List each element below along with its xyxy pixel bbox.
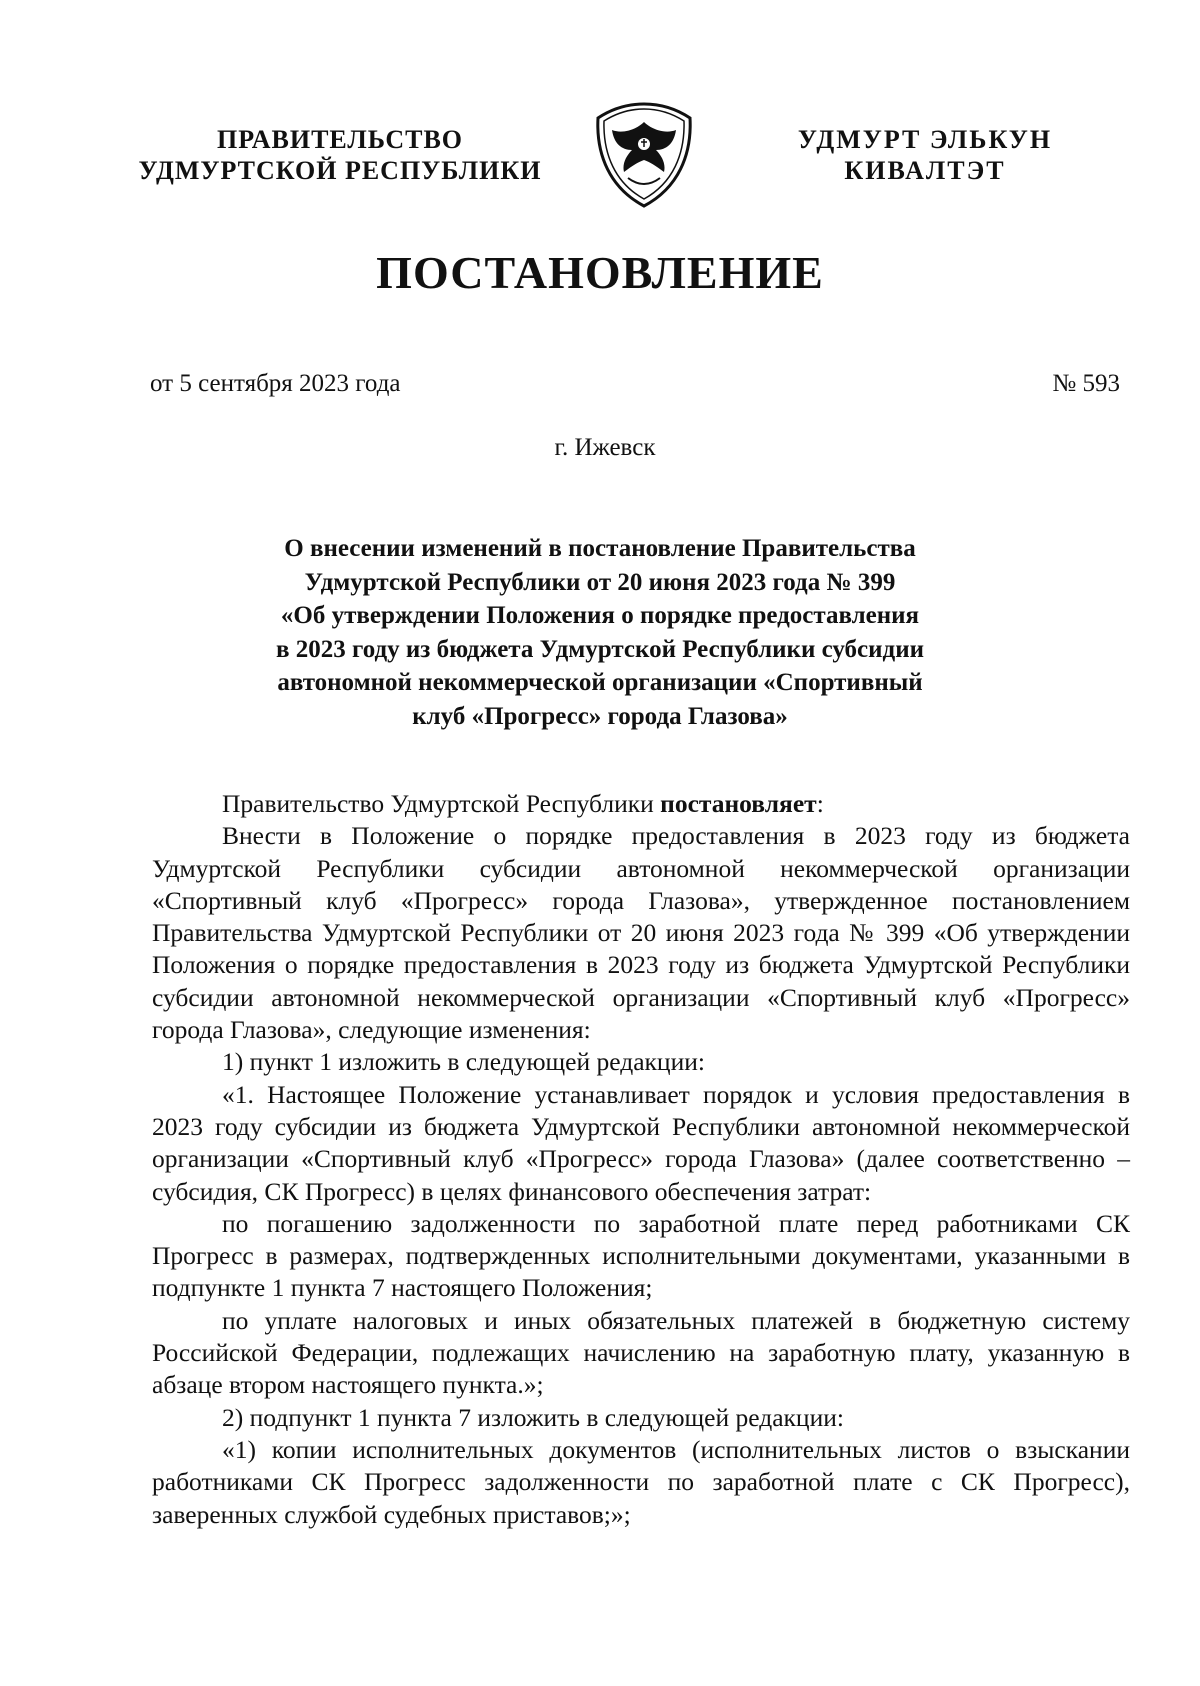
udmurt-coat-of-arms-icon <box>592 100 696 210</box>
body-paragraph: «1. Настоящее Положение устанавливает порядок и условия предоставления в 2023 году субсидии из бюджета Удмуртской Республики автономной некоммерческой организации «Спортивный клуб «Прогресс» города Глазова» (далее соответственно – субсидия, СК Прогресс) в целях финансового обеспечения затрат: <box>152 1079 1130 1206</box>
intro-text: Правительство Удмуртской Республики <box>222 789 661 818</box>
body-paragraph: 2) подпункт 1 пункта 7 изложить в следующей редакции: <box>222 1402 844 1432</box>
document-city: г. Ижевск <box>554 434 656 461</box>
subject-line: клуб «Прогресс» города Глазова» <box>412 702 788 730</box>
subject-line: автономной некоммерческой организации «Спортивный <box>277 669 923 696</box>
document-number: № 593 <box>1052 370 1120 397</box>
intro-verb: постановляет <box>660 789 817 818</box>
government-name-line: УДМУРТСКОЙ РЕСПУБЛИКИ <box>138 156 542 185</box>
government-name-line: УДМУРТ ЭЛЬКУН <box>797 125 1053 154</box>
document-subject <box>180 532 1020 733</box>
document-body <box>152 788 1130 1531</box>
body-paragraph: по уплате налоговых и иных обязательных платежей в бюджетную систему Российской Федерации, подлежащих начислению на заработную плату, указанную в абзаце втором настоящего пункта.»; <box>152 1305 1130 1400</box>
government-name-line: ПРАВИТЕЛЬСТВО <box>216 125 464 154</box>
body-intro <box>152 788 1130 820</box>
intro-colon: : <box>816 789 824 818</box>
government-name-udmurt <box>760 124 1090 186</box>
document-date: от 5 сентября 2023 года <box>150 370 401 397</box>
document-type-title: ПОСТАНОВЛЕНИЕ <box>376 247 824 298</box>
subject-line: О внесении изменений в постановление Правительства <box>284 535 916 562</box>
government-name-line: КИВАЛТЭТ <box>844 156 1006 185</box>
government-name-russian <box>110 124 570 186</box>
body-paragraph: «1) копии исполнительных документов (исполнительных листов о взыскании работниками СК Прогресс задолженности по заработной плате с СК Прогресс), заверенных службой судебных приставов;»; <box>152 1434 1130 1529</box>
subject-line: в 2023 году из бюджета Удмуртской Республики субсидии <box>275 635 925 663</box>
body-paragraph: Внести в Положение о порядке предоставления в 2023 году из бюджета Удмуртской Республики субсидии автономной некоммерческой организации «Спортивный клуб «Прогресс» города Глазова», утвержденное постановлением Правительства Удмуртской Республики от 20 июня 2023 года № 399 «Об утверждении Положения о порядке предоставления в 2023 году из бюджета Удмуртской Республики субсидии автономной некоммерческой организации «Спортивный клуб «Прогресс» города Глазова», следующие изменения: <box>152 821 1130 1045</box>
body-paragraph: по погашению задолженности по заработной плате перед работниками СК Прогресс в размерах, подтвержденных исполнительными документами, указанными в подпункте 1 пункта 7 настоящего Положения; <box>152 1208 1130 1303</box>
subject-line: Удмуртской Республики от 20 июня 2023 года № 399 <box>304 568 896 596</box>
subject-line: «Об утверждении Положения о порядке предоставления <box>280 602 920 629</box>
body-paragraph: 1) пункт 1 изложить в следующей редакции: <box>222 1047 705 1077</box>
